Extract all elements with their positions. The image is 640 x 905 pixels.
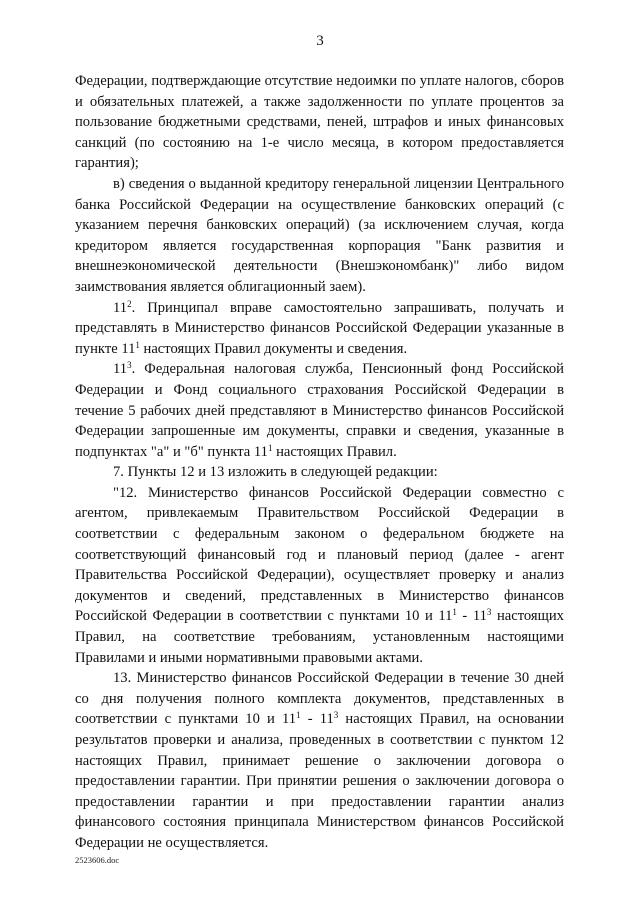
paragraph-text: настоящих Правил, на соответствие требованиям, установленным настоящими Правилами и иными нормативными правовыми актами. bbox=[75, 608, 564, 666]
page-number: 3 bbox=[316, 33, 324, 49]
paragraph-subitem-v bbox=[75, 174, 564, 298]
paragraph-clause-13 bbox=[75, 668, 564, 853]
paragraph-continuation bbox=[75, 71, 564, 174]
paragraph-text: . Принципал вправе самостоятельно запрашивать, получать и представлять в Министерство финансов Российской Федерации указанные в пункте 11 bbox=[75, 299, 564, 357]
paragraph-text: 13. Министерство финансов Российской Федерации в течение 30 дней со дня получения полного комплекта документов, представленных в соответствии с пунктами 10 и 11 bbox=[75, 670, 564, 728]
paragraph-text: 7. Пункты 12 и 13 изложить в следующей редакции: bbox=[113, 464, 438, 481]
reference-superscript: 1 bbox=[267, 442, 273, 453]
reference-superscript: 1 bbox=[452, 607, 457, 618]
paragraph-text: настоящих Правил, на основании результатов проверки и анализа, проведенных в соответствии с пунктом 12 настоящих Правил, принимает решение о заключении договора о предоставлении гарантии. При принятии решения о заключении договора о предоставлении гарантии и при предоставлении гарантии анализ финансового состояния принципала Министерством финансов Российской Федерации не осуществляется. bbox=[75, 711, 565, 851]
paragraph-text: настоящих Правил документы и сведения. bbox=[139, 340, 408, 357]
paragraph-text: . Федеральная налоговая служба, Пенсионный фонд Российской Федерации и Фонд социального страхования Российской Федерации в течение 5 рабочих дней представляют в Министерство финансов Российской Федерации запрошенные им документы, справки и сведения, указанные в подпунктах "а" и "б" пункта 11 bbox=[75, 361, 564, 460]
reference-superscript: 3 bbox=[333, 710, 339, 721]
reference-superscript: 1 bbox=[296, 710, 301, 721]
clause-superscript: 2 bbox=[127, 298, 132, 309]
reference-superscript: 3 bbox=[486, 607, 492, 618]
document-body bbox=[75, 71, 564, 854]
clause-number: 11 bbox=[113, 299, 128, 316]
paragraph-clause-12 bbox=[75, 483, 564, 668]
paragraph-text: "12. Министерство финансов Российской Федерации совместно с агентом, привлекаемым Правительством Российской Федерации в соответствии с федеральным законом о федеральном бюджете на соответствующий финансовый год и плановый период (далее - агент Правительства Российской Федерации), осуществляет проверку и анализ документов и сведений, представленных в Министерство финансов Российской Федерации в соответствии с пунктами 10 и 11 bbox=[75, 484, 564, 625]
footer-file-code: 2523606.doc bbox=[75, 855, 120, 865]
paragraph-text: - 11 bbox=[456, 608, 487, 625]
paragraph-clause-11-3 bbox=[75, 359, 564, 462]
paragraph-text: в) сведения о выданной кредитору генеральной лицензии Центрального банка Российской Федерации на осуществление банковских операций (с указанием перечня банковских операций) (за исключением случая, когда кредитором является государственная корпорация "Банк развития и внешнеэкономической деятельности (Внешэкономбанк)" либо видом заимствования является облигационный заем). bbox=[75, 175, 564, 295]
paragraph-clause-11-2 bbox=[75, 298, 564, 360]
paragraph-item-7 bbox=[75, 462, 564, 483]
clause-number: 11 bbox=[113, 361, 128, 378]
paragraph-text: - 11 bbox=[300, 711, 334, 728]
reference-superscript: 1 bbox=[135, 339, 140, 350]
paragraph-text: настоящих Правил. bbox=[272, 443, 397, 460]
paragraph-text: Федерации, подтверждающие отсутствие недоимки по уплате налогов, сборов и обязательных платежей, а также задолженности по уплате процентов за пользование бюджетными средствами, пеней, штрафов и иных финансовых санкций (по состоянию на 1-е число месяца, в котором предоставляется гарантия); bbox=[75, 73, 564, 172]
clause-superscript: 3 bbox=[127, 360, 132, 371]
